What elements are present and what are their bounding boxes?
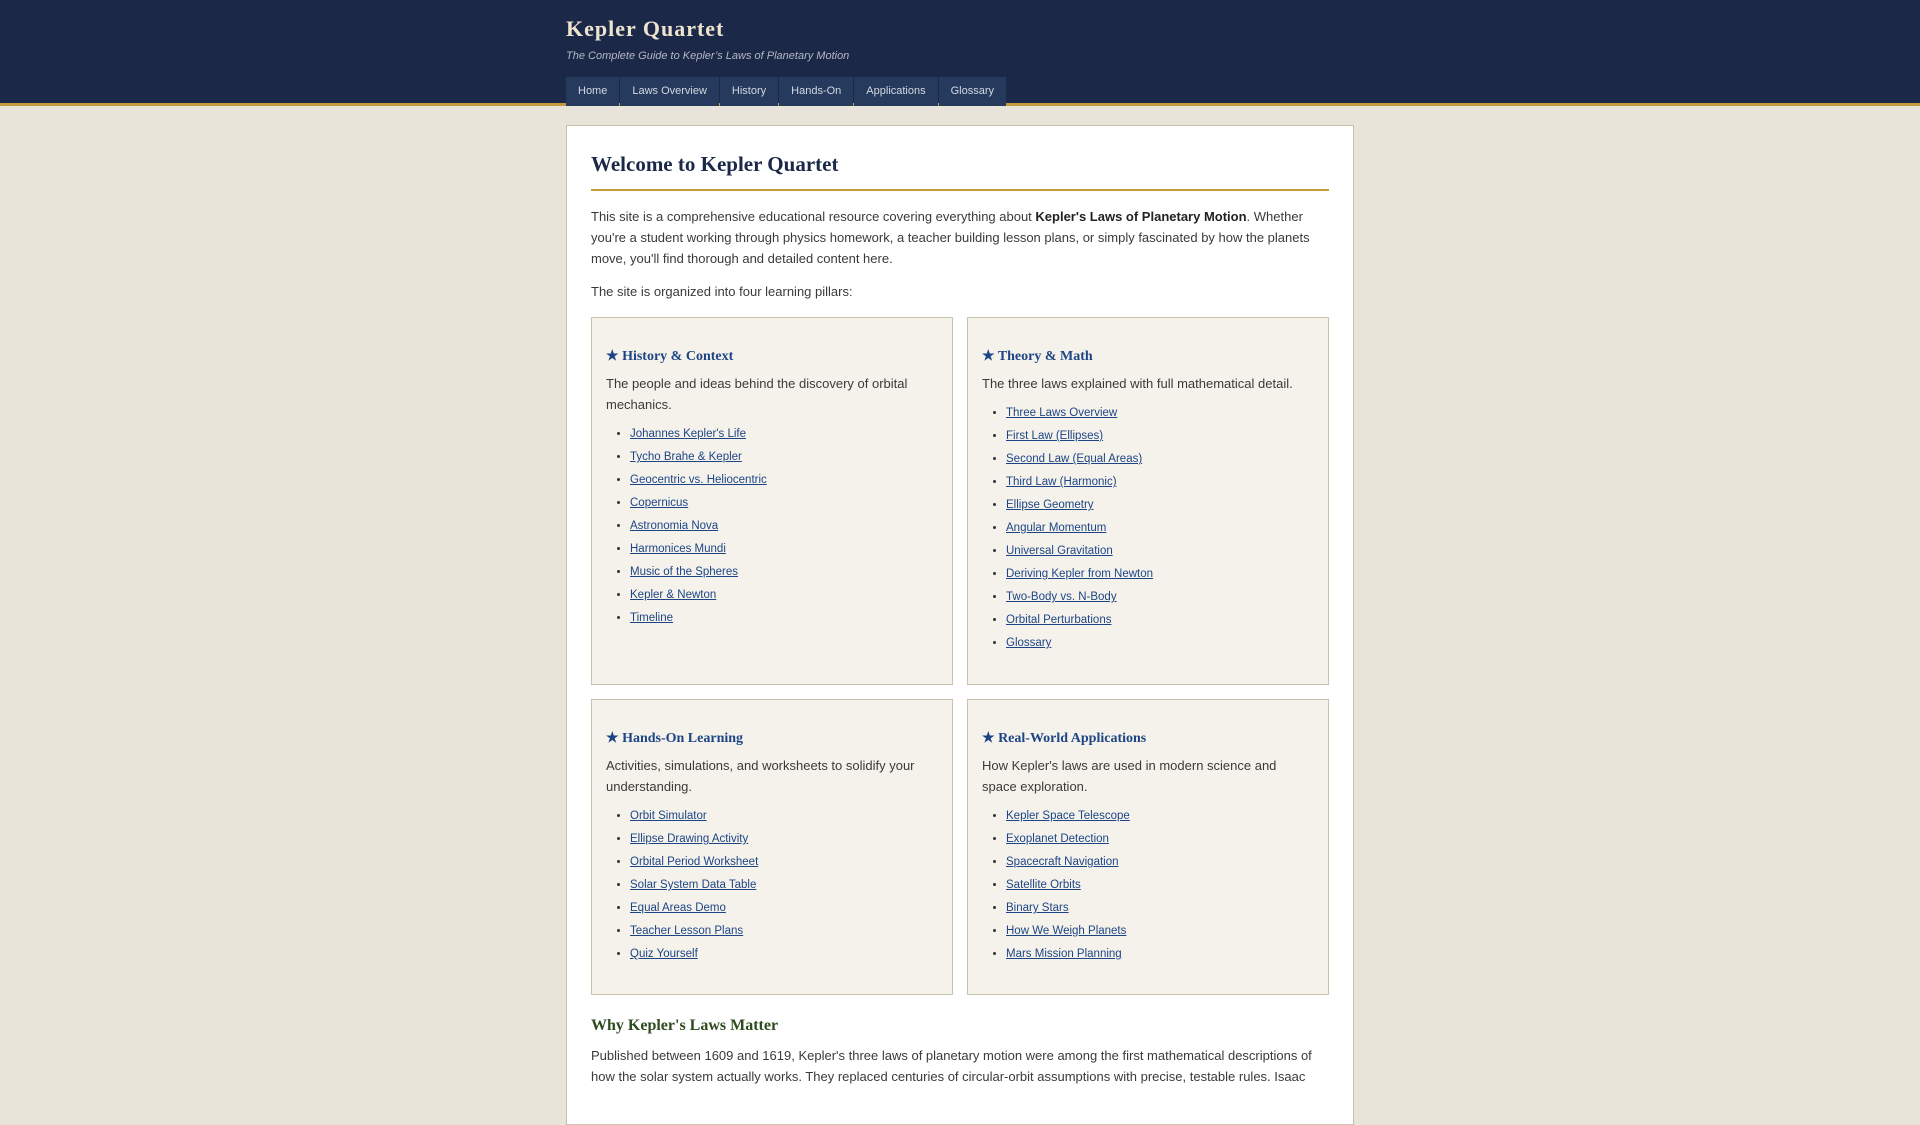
list-item: [630, 446, 938, 469]
list-item: [630, 423, 938, 446]
pillar-title-text: Theory & Math: [997, 349, 1093, 364]
list-item: [630, 515, 938, 538]
list-item: [1006, 586, 1314, 609]
link-first-law[interactable]: First Law (Ellipses): [1006, 430, 1104, 442]
link-orbital-perturbations[interactable]: Orbital Perturbations: [1006, 614, 1112, 626]
list-item: [1006, 448, 1314, 471]
link-satellite-orbits[interactable]: Satellite Orbits: [1006, 879, 1081, 891]
link-binary-stars[interactable]: Binary Stars: [1006, 902, 1069, 914]
list-item: [1006, 943, 1314, 966]
star-icon: ★: [606, 349, 619, 364]
star-icon: ★: [982, 349, 995, 364]
pillar-title: [606, 348, 938, 365]
link-glossary[interactable]: Glossary: [1006, 637, 1052, 649]
link-johannes-keplers-life[interactable]: Johannes Kepler's Life: [630, 428, 746, 440]
pillar-description: Activities, simulations, and worksheets to solidify your understanding.: [606, 758, 915, 794]
site-tagline: The Complete Guide to Kepler’s Laws of Planetary Motion: [566, 50, 850, 62]
page-title: Welcome to Kepler Quartet: [591, 150, 1329, 191]
list-item: [630, 584, 938, 607]
link-mars-mission-planning[interactable]: Mars Mission Planning: [1006, 948, 1122, 960]
link-how-we-weigh-planets[interactable]: How We Weigh Planets: [1006, 925, 1127, 937]
pillar-title: [982, 348, 1314, 365]
list-item: [630, 943, 938, 966]
link-teacher-lesson-plans[interactable]: Teacher Lesson Plans: [630, 925, 744, 937]
nav-history[interactable]: History: [720, 77, 778, 106]
pillar-title: [606, 730, 938, 747]
link-music-of-the-spheres[interactable]: Music of the Spheres: [630, 566, 739, 578]
pillar-link-list: [606, 805, 938, 966]
nav-home[interactable]: Home: [566, 77, 619, 106]
list-item: [630, 561, 938, 584]
link-copernicus[interactable]: Copernicus: [630, 497, 689, 509]
site-title[interactable]: Kepler Quartet: [566, 16, 725, 41]
link-exoplanet-detection[interactable]: Exoplanet Detection: [1006, 833, 1109, 845]
list-item: [1006, 609, 1314, 632]
list-item: [1006, 402, 1314, 425]
link-solar-system-data-table[interactable]: Solar System Data Table: [630, 879, 757, 891]
link-timeline[interactable]: Timeline: [630, 612, 674, 624]
list-item: [1006, 805, 1314, 828]
pillar-description: How Kepler's laws are used in modern science and space exploration.: [982, 758, 1277, 794]
link-universal-gravitation[interactable]: Universal Gravitation: [1006, 545, 1113, 557]
link-third-law[interactable]: Third Law (Harmonic): [1006, 476, 1117, 488]
list-item: [630, 607, 938, 630]
list-item: [630, 805, 938, 828]
nav-applications[interactable]: Applications: [854, 77, 937, 106]
main-content: [566, 125, 1354, 1125]
list-item: [630, 851, 938, 874]
link-orbit-simulator[interactable]: Orbit Simulator: [630, 810, 707, 822]
pillar-title-text: Hands-On Learning: [622, 731, 744, 746]
link-angular-momentum[interactable]: Angular Momentum: [1006, 522, 1107, 534]
list-item: [1006, 897, 1314, 920]
link-geocentric-vs-heliocentric[interactable]: Geocentric vs. Heliocentric: [630, 474, 767, 486]
link-quiz-yourself[interactable]: Quiz Yourself: [630, 948, 698, 960]
pillar-link-list: [606, 423, 938, 630]
pillar-theory-math: [967, 317, 1329, 685]
list-item: [1006, 517, 1314, 540]
pillar-description: The people and ideas behind the discovery of orbital mechanics.: [606, 376, 908, 412]
star-icon: ★: [606, 731, 619, 746]
list-item: [1006, 494, 1314, 517]
list-item: [1006, 920, 1314, 943]
link-spacecraft-navigation[interactable]: Spacecraft Navigation: [1006, 856, 1119, 868]
list-item: [630, 897, 938, 920]
link-two-body-vs-n-body[interactable]: Two-Body vs. N-Body: [1006, 591, 1117, 603]
list-item: [1006, 425, 1314, 448]
list-item: [1006, 632, 1314, 655]
link-tycho-brahe-kepler[interactable]: Tycho Brahe & Kepler: [630, 451, 742, 463]
pillar-description: The three laws explained with full mathematical detail.: [982, 376, 1293, 391]
pillar-link-list: [982, 805, 1314, 966]
why-section-paragraph: Published between 1609 and 1619, Kepler's three laws of planetary motion were among the first mathematical descriptions of how the solar system actually works. They replaced centuries of circular-orbit assumptions with precise, testable rules. Isaac: [591, 1048, 1312, 1084]
organized-text: The site is organized into four learning pillars:: [591, 284, 853, 299]
list-item: [1006, 471, 1314, 494]
pillar-hands-on-learning: [591, 699, 953, 995]
pillar-title: [982, 730, 1314, 747]
list-item: [630, 469, 938, 492]
pillar-history-context: [591, 317, 953, 685]
pillars-grid: [591, 317, 1329, 995]
link-second-law[interactable]: Second Law (Equal Areas): [1006, 453, 1143, 465]
list-item: [1006, 851, 1314, 874]
nav-glossary[interactable]: Glossary: [939, 77, 1006, 106]
link-kepler-space-telescope[interactable]: Kepler Space Telescope: [1006, 810, 1130, 822]
main-nav: [566, 77, 1007, 106]
list-item: [1006, 540, 1314, 563]
link-three-laws-overview[interactable]: Three Laws Overview: [1006, 407, 1118, 419]
link-ellipse-drawing-activity[interactable]: Ellipse Drawing Activity: [630, 833, 749, 845]
list-item: [1006, 563, 1314, 586]
link-orbital-period-worksheet[interactable]: Orbital Period Worksheet: [630, 856, 759, 868]
list-item: [630, 828, 938, 851]
link-astronomia-nova[interactable]: Astronomia Nova: [630, 520, 719, 532]
list-item: [1006, 828, 1314, 851]
site-header: [0, 0, 1920, 106]
pillar-link-list: [982, 402, 1314, 655]
intro-text-end: . Whether you're a student working through physics homework, a teacher building lesson plans, or simply fascinated by how the planets move, you'll find thorough and detailed content here.: [591, 209, 1310, 266]
link-ellipse-geometry[interactable]: Ellipse Geometry: [1006, 499, 1094, 511]
list-item: [630, 538, 938, 561]
pillar-title-text: Real-World Applications: [998, 731, 1147, 746]
list-item: [630, 920, 938, 943]
list-item: [1006, 874, 1314, 897]
nav-laws-overview[interactable]: Laws Overview: [620, 77, 719, 106]
intro-paragraph: [591, 206, 1329, 269]
list-item: [630, 492, 938, 515]
link-kepler-newton[interactable]: Kepler & Newton: [630, 589, 717, 601]
link-harmonices-mundi[interactable]: Harmonices Mundi: [630, 543, 726, 555]
intro-text-start: This site is a comprehensive educational resource covering everything about: [591, 209, 1036, 224]
nav-hands-on[interactable]: Hands-On: [779, 77, 853, 106]
star-icon: ★: [982, 731, 995, 746]
link-deriving-kepler-from-newton[interactable]: Deriving Kepler from Newton: [1006, 568, 1154, 580]
list-item: [630, 874, 938, 897]
why-section-heading: Why Kepler's Laws Matter: [591, 1017, 779, 1034]
pillar-real-world-applications: [967, 699, 1329, 995]
pillar-title-text: History & Context: [622, 349, 734, 364]
link-equal-areas-demo[interactable]: Equal Areas Demo: [630, 902, 726, 914]
intro-bold-text: Kepler's Laws of Planetary Motion: [1035, 209, 1247, 224]
